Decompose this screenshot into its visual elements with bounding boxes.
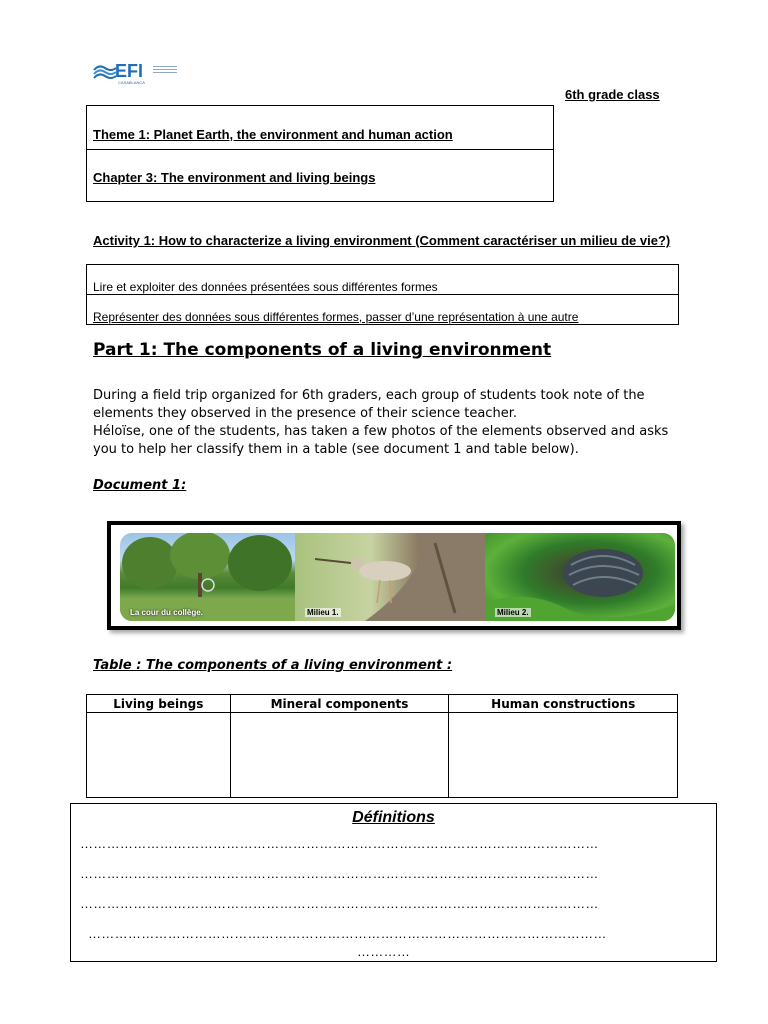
- definition-line[interactable]: ………………………………………………………………………………………………………: [80, 836, 599, 851]
- human-constructions-cell[interactable]: [449, 713, 678, 798]
- grade-label: 6th grade class: [565, 87, 660, 102]
- table-header-human: Human constructions: [449, 695, 678, 713]
- mineral-components-cell[interactable]: [230, 713, 449, 798]
- photo-caption: Milieu 2.: [497, 608, 529, 617]
- skill-item: Lire et exploiter des données présentées sous différentes formes: [93, 280, 438, 294]
- part-title: Part 1: The components of a living environment: [93, 340, 552, 360]
- components-table: [86, 694, 678, 798]
- intro-text: [93, 387, 693, 459]
- definition-line[interactable]: ………………………………………………………………………………………………………: [80, 866, 599, 881]
- schoolyard-photo: [120, 533, 295, 621]
- efi-logo: [93, 60, 185, 86]
- logo-subtitle: CASABLANCA: [118, 80, 145, 85]
- photo-caption: La cour du collège.: [130, 608, 203, 617]
- table-label: Table : The components of a living environment :: [93, 658, 453, 673]
- intro-paragraph: During a field trip organized for 6th graders, each group of students took note of the elements they observed in the presence of their science teacher.: [93, 388, 645, 421]
- table-header-mineral: Mineral components: [230, 695, 449, 713]
- definition-line[interactable]: ………………………………………………………………………………………………………: [88, 926, 607, 941]
- logo-text: EFI: [115, 61, 144, 81]
- theme-box: [86, 105, 554, 202]
- skills-box: [86, 264, 679, 325]
- woodlouse-photo: [485, 533, 675, 621]
- photo-caption: Milieu 1.: [307, 608, 339, 617]
- logo-lines: [153, 66, 177, 75]
- definition-line[interactable]: …………: [357, 944, 411, 959]
- chapter-title: Chapter 3: The environment and living beings: [93, 170, 376, 185]
- activity-title: Activity 1: How to characterize a living environment (Comment caractériser un milieu de vie?): [93, 233, 671, 248]
- skill-item: Représenter des données sous différentes formes, passer d’une représentation à une autre: [93, 310, 579, 324]
- definitions-title: Définitions: [352, 809, 435, 826]
- bird-photo: [295, 533, 485, 621]
- document-photos: [107, 521, 681, 630]
- table-header-living: Living beings: [87, 695, 231, 713]
- theme-title: Theme 1: Planet Earth, the environment and human action: [93, 127, 453, 142]
- living-beings-cell[interactable]: [87, 713, 231, 798]
- intro-paragraph: Héloïse, one of the students, has taken a few photos of the elements observed and asks you to help her classify them in a table (see document 1 and table below).: [93, 424, 669, 457]
- document-label: Document 1:: [93, 478, 187, 493]
- definition-line[interactable]: ………………………………………………………………………………………………………: [80, 896, 599, 911]
- definitions-box: [70, 803, 717, 962]
- wave-logo-icon: [93, 62, 117, 82]
